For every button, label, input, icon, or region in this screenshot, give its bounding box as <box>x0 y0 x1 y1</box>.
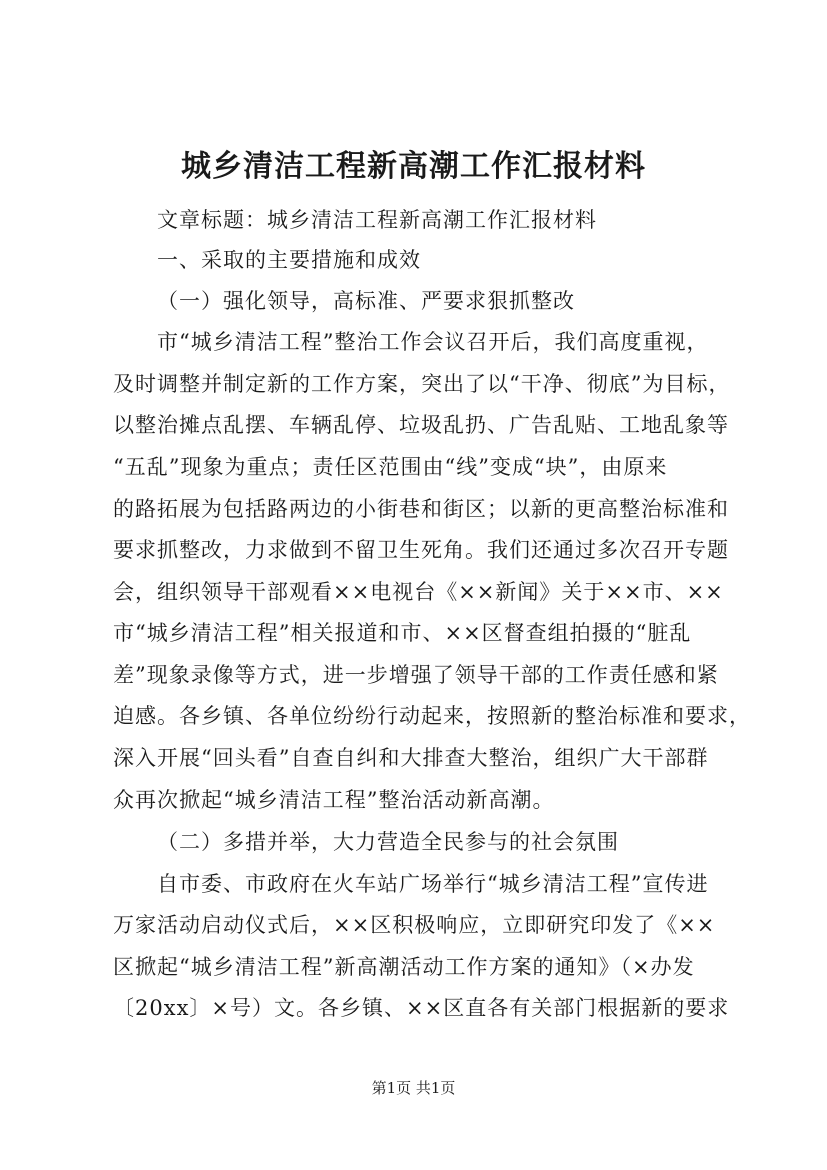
subsection-heading: （一）强化领导，高标准、严要求狠抓整改 <box>157 289 575 313</box>
section-heading: 一、采取的主要措施和成效 <box>157 248 421 272</box>
paragraph-line: 区掀起“城乡清洁工程”新高潮活动工作方案的通知》（×办发 <box>113 955 695 979</box>
paragraph-line: 的路拓展为包括路两边的小街巷和街区；以新的更高整治标准和 <box>113 497 729 521</box>
paragraph-line: 要求抓整改，力求做到不留卫生死角。我们还通过多次召开专题 <box>113 538 729 562</box>
paragraph-line: 〔20xx〕×号）文。各乡镇、××区直各有关部门根据新的要求 <box>113 996 730 1020</box>
document-title: 城乡清洁工程新高潮工作汇报材料 <box>181 149 646 184</box>
paragraph-line: 及时调整并制定新的工作方案，突出了以“干净、彻底”为目标， <box>113 372 731 396</box>
page-number-footer: 第1页 共1页 <box>371 1079 456 1097</box>
paragraph-line: “五乱”现象为重点；责任区范围由“线”变成“块”，由原来 <box>113 455 668 479</box>
paragraph-line: 市“城乡清洁工程”整治工作会议召开后，我们高度重视， <box>157 330 709 354</box>
paragraph-line: 市“城乡清洁工程”相关报道和市、××区督查组拍摄的“脏乱 <box>113 621 692 645</box>
paragraph-line: 会，组织领导干部观看××电视台《××新闻》关于××市、×× <box>113 580 724 604</box>
paragraph-line: 万家活动启动仪式后，××区积极响应，立即研究印发了《×× <box>113 913 716 937</box>
paragraph-line: 深入开展“回头看”自查自纠和大排查大整治，组织广大干部群 <box>113 746 709 770</box>
paragraph-line: 众再次掀起“城乡清洁工程”整治活动新高潮。 <box>113 788 555 812</box>
paragraph-line: 差”现象录像等方式，进一步增强了领导干部的工作责任感和紧 <box>113 663 719 687</box>
paragraph-line: 迫感。各乡镇、各单位纷纷行动起来，按照新的整治标准和要求， <box>113 704 751 728</box>
paragraph-line: 以整治摊点乱摆、车辆乱停、垃圾乱扔、广告乱贴、工地乱象等 <box>113 413 729 437</box>
paragraph-line: 自市委、市政府在火车站广场举行“城乡清洁工程”宣传进 <box>157 872 709 896</box>
article-title-line: 文章标题：城乡清洁工程新高潮工作汇报材料 <box>157 208 597 232</box>
subsection-heading: （二）多措并举，大力营造全民参与的社会氛围 <box>157 830 619 854</box>
